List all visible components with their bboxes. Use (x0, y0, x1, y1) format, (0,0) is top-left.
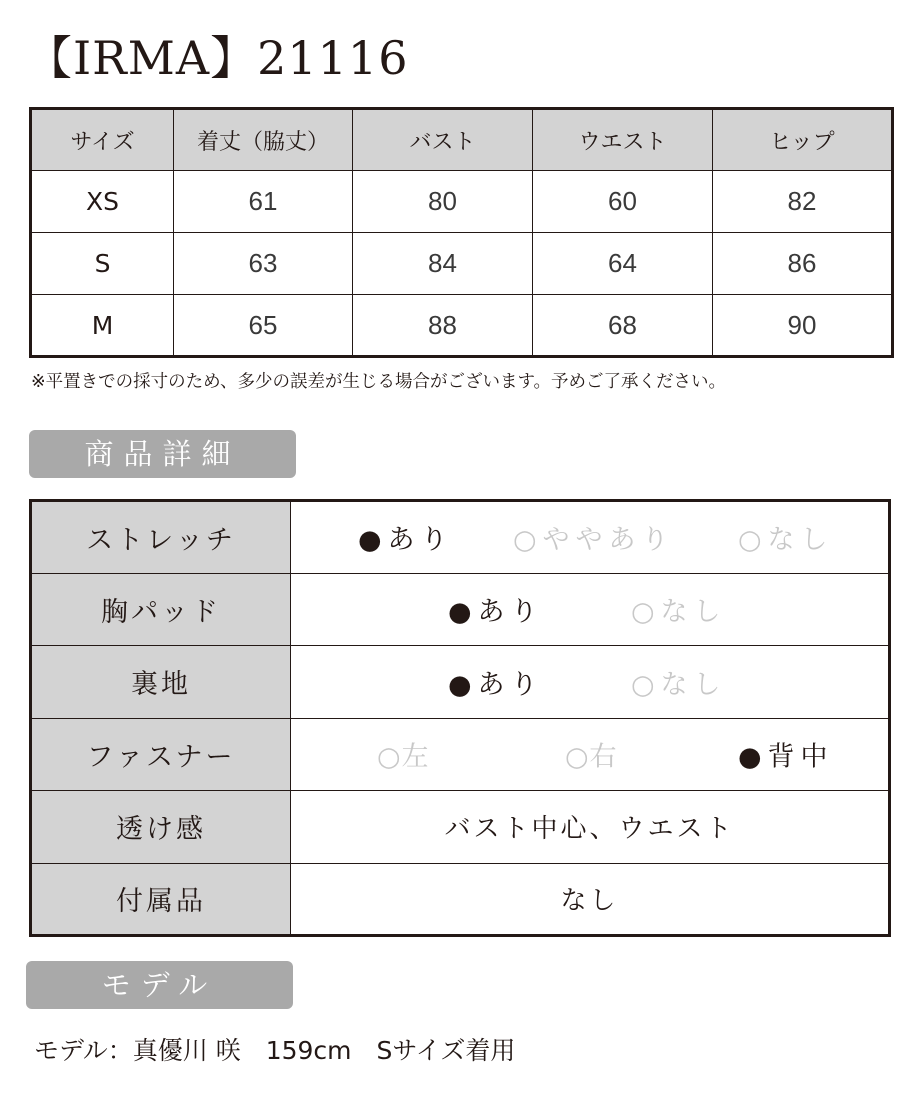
details-section-label: 商品詳細 (29, 430, 296, 478)
lining-option-no: ○なし (631, 669, 727, 701)
sheer-label: 透け感 (31, 791, 291, 864)
length-value: 61 (174, 171, 353, 233)
detail-row-pad (31, 573, 890, 646)
zipper-option-left: ○左 (377, 741, 430, 773)
lining-label: 裏地 (31, 646, 291, 719)
column-header-bust: バスト (353, 109, 533, 171)
waist-value: 68 (533, 295, 713, 357)
zipper-option-right: ○右 (565, 741, 618, 773)
product-title: 【IRMA】21116 (26, 31, 409, 85)
accessories-label: 付属品 (31, 863, 291, 936)
pad-options (291, 573, 890, 646)
stretch-option-no: ○なし (738, 524, 834, 556)
details-table (29, 499, 891, 937)
stretch-options (291, 501, 890, 574)
hip-value: 90 (713, 295, 893, 357)
column-header-waist: ウエスト (533, 109, 713, 171)
column-header-length: 着丈（脇丈） (174, 109, 353, 171)
zipper-option-back: ●背中 (738, 741, 834, 773)
size-table (29, 107, 894, 358)
hip-value: 82 (713, 171, 893, 233)
size-label: M (31, 295, 174, 357)
measurement-note: ※平置きでの採寸のため、多少の誤差が生じる場合がございます。予めご了承ください。 (31, 372, 727, 392)
zipper-options (291, 718, 890, 791)
pad-option-no: ○なし (631, 596, 727, 628)
waist-value: 60 (533, 171, 713, 233)
detail-row-stretch (31, 501, 890, 574)
bust-value: 80 (353, 171, 533, 233)
length-value: 65 (174, 295, 353, 357)
bust-value: 88 (353, 295, 533, 357)
stretch-option-slight: ○ややあり (513, 524, 675, 556)
column-header-hip: ヒップ (713, 109, 893, 171)
hip-value: 86 (713, 233, 893, 295)
model-section-label: モデル (26, 961, 293, 1009)
detail-row-accessories (31, 863, 890, 936)
column-header-size: サイズ (31, 109, 174, 171)
detail-row-zipper (31, 718, 890, 791)
pad-option-yes: ●あり (448, 596, 544, 628)
zipper-label: ファスナー (31, 718, 291, 791)
table-row (31, 233, 893, 295)
waist-value: 64 (533, 233, 713, 295)
size-table-header-row (31, 109, 893, 171)
model-info: モデル：真優川 咲 159cm Sサイズ着用 (34, 1036, 516, 1065)
accessories-value: なし (291, 863, 890, 936)
size-label: XS (31, 171, 174, 233)
detail-row-sheer (31, 791, 890, 864)
bust-value: 84 (353, 233, 533, 295)
detail-row-lining (31, 646, 890, 719)
lining-option-yes: ●あり (448, 669, 544, 701)
size-label: S (31, 233, 174, 295)
stretch-option-yes: ●あり (358, 524, 454, 556)
table-row (31, 295, 893, 357)
pad-label: 胸パッド (31, 573, 291, 646)
stretch-label: ストレッチ (31, 501, 291, 574)
length-value: 63 (174, 233, 353, 295)
lining-options (291, 646, 890, 719)
table-row (31, 171, 893, 233)
sheer-value: バスト中心、ウエスト (291, 791, 890, 864)
